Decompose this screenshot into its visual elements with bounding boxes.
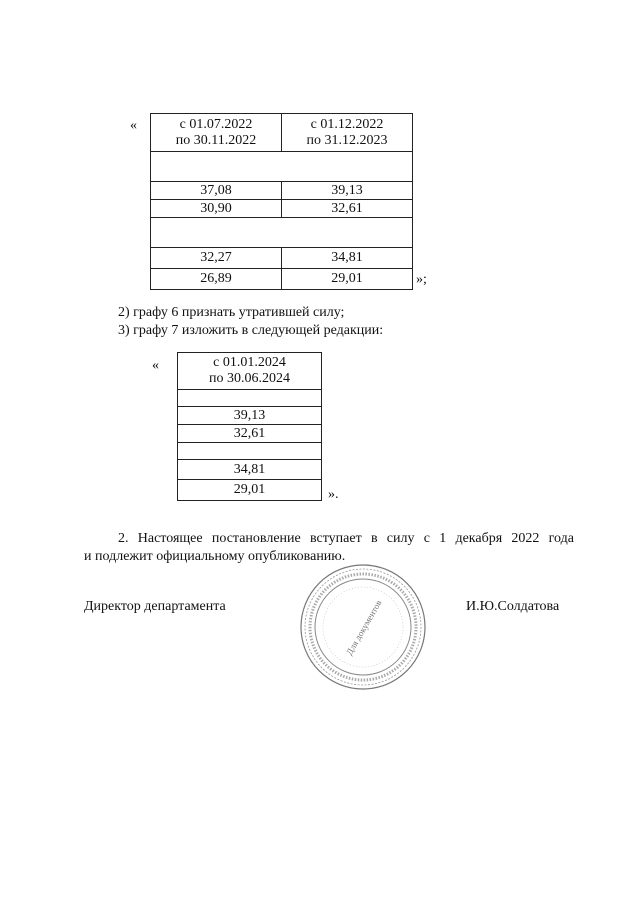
table1-cell: 37,08 [151, 182, 282, 200]
official-stamp [298, 562, 428, 692]
stamp-inner-text: Для документов [344, 598, 384, 657]
table1-header-col2-line2: по 31.12.2023 [306, 132, 388, 148]
table1-cell: 32,27 [151, 248, 282, 269]
table2-empty-row [178, 443, 322, 460]
table2-cell: 34,81 [178, 460, 322, 480]
table1-header-col1-line2: по 30.11.2022 [175, 132, 257, 148]
table2-cell: 32,61 [178, 425, 322, 443]
table1-header-col1 [151, 114, 282, 152]
signatory-position: Директор департамента [84, 599, 226, 614]
item-3-text: 3) графу 7 изложить в следующей редакции: [118, 323, 384, 338]
table1-cell: 34,81 [282, 248, 413, 269]
table1-empty-row [151, 152, 413, 182]
table1-close-quote: »; [416, 272, 427, 287]
signatory-name: И.Ю.Солдатова [466, 599, 560, 614]
tariff-table-2 [177, 352, 322, 501]
table1-cell: 32,61 [282, 200, 413, 218]
effective-clause-line2: и подлежит официальному опубликованию. [84, 549, 346, 564]
table2-header-line2: по 30.06.2024 [209, 371, 290, 386]
table2-header [178, 353, 322, 390]
item-2-text: 2) графу 6 признать утратившей силу; [118, 305, 345, 320]
table2-header-line1: с 01.01.2024 [213, 355, 286, 370]
table1-cell: 30,90 [151, 200, 282, 218]
table1-open-quote: « [130, 118, 137, 133]
table1-cell: 26,89 [151, 269, 282, 290]
effective-clause-line1: 2. Настоящее постановление вступает в силу с 1 декабря 2022 года [118, 531, 574, 546]
table1-cell: 39,13 [282, 182, 413, 200]
table1-header-col2 [282, 114, 413, 152]
table2-open-quote: « [152, 358, 159, 373]
table1-empty-row [151, 218, 413, 248]
table2-close-quote: ». [328, 487, 339, 502]
table1-header-col1-line1: с 01.07.2022 [179, 116, 253, 132]
table2-cell: 29,01 [178, 480, 322, 501]
table2-empty-row [178, 390, 322, 407]
table1-header-col2-line1: с 01.12.2022 [310, 116, 384, 132]
table2-cell: 39,13 [178, 407, 322, 425]
table1-cell: 29,01 [282, 269, 413, 290]
stamp-seal-icon [298, 562, 428, 692]
tariff-table-1 [150, 113, 413, 290]
